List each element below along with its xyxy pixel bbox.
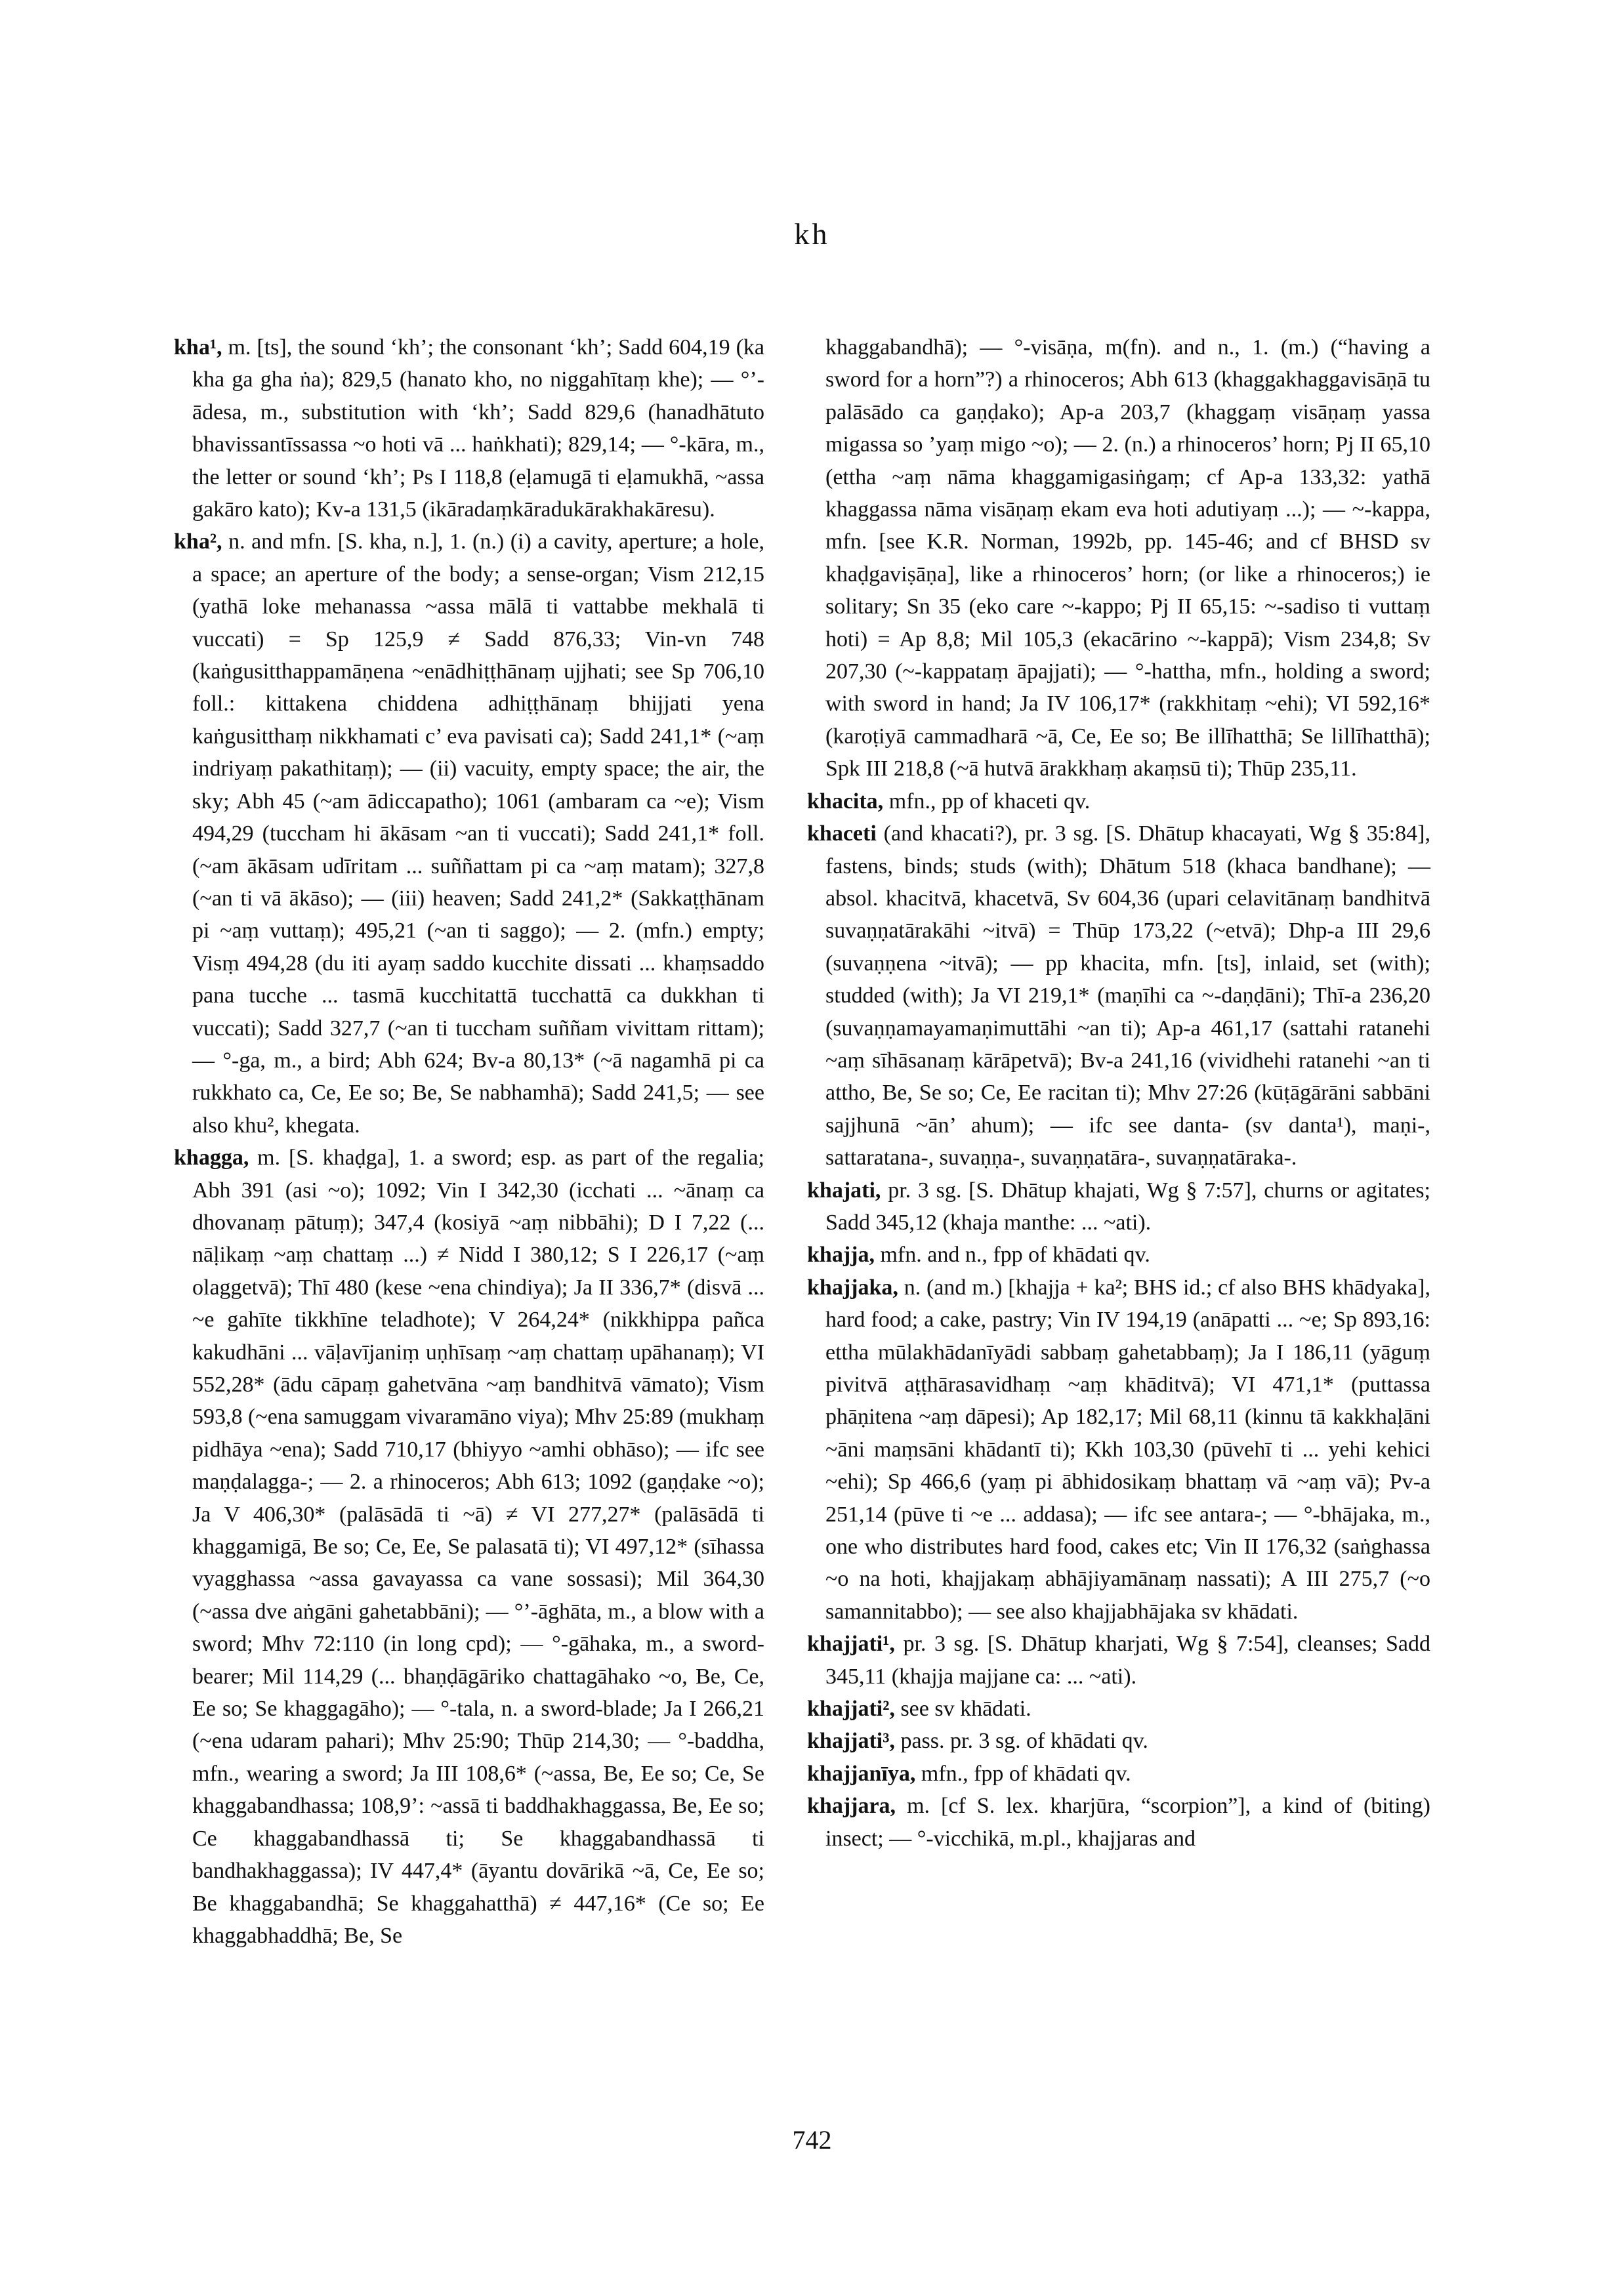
left-column — [174, 331, 764, 1952]
entry-text: mfn., pp of khaceti qv. — [888, 789, 1091, 814]
entry-headword: khajjanīya, — [807, 1761, 916, 1786]
entry-text: m. [ts], the sound ‘kh’; the consonant ‘kh’; Sadd 604,19 (ka kha ga gha ṅa); 829,5 (hanato kho, no niggahītaṃ khe); — °’-ādesa, m., substitution with ‘kh’; Sadd 829,6 (hanadhātuto bhavissantīssassa ~o hoti vā ... haṅkhati); 829,14; — °-kāra, m., the letter or sound ‘kh’; Ps I 118,8 (eḷamugā ti eḷamukhā, ~assa gakāro kato); Kv-a 131,5 (ikāradaṃkāradukārakhakāresu). — [192, 335, 764, 522]
entry-headword: khajja, — [807, 1243, 875, 1268]
page-number: 742 — [792, 2125, 832, 2155]
entry-headword: khajjati¹, — [807, 1632, 895, 1657]
entry-text: pr. 3 sg. [S. Dhātup khajati, Wg § 7:57], churns or agitates; Sadd 345,12 (khaja manthe: ... ~ati). — [825, 1178, 1431, 1235]
entry-text: pass. pr. 3 sg. of khādati qv. — [900, 1729, 1148, 1754]
entry-headword: khajati, — [807, 1178, 881, 1203]
dictionary-entry — [807, 785, 1430, 817]
entry-text: mfn., fpp of khādati qv. — [921, 1761, 1131, 1786]
dictionary-entry — [174, 331, 764, 526]
dictionary-entry — [807, 1628, 1430, 1693]
entry-headword: khagga, — [174, 1146, 249, 1170]
entry-headword: khajjara, — [807, 1794, 896, 1819]
entry-text: m. [S. khaḍga], 1. a sword; esp. as part of the regalia; Abh 391 (asi ~o); 1092; Vin I 342,30 (icchati ... ~ānaṃ ca dhovanaṃ pātuṃ); 347,4 (kosiyā ~aṃ nibbāhi); D I 7,22 (... nāḷikaṃ ~aṃ chattaṃ ...) ≠ Nidd I 380,12; S I 226,17 (~aṃ olaggetvā); Thī 480 (kese ~ena chindiya); Ja II 336,7* (disvā ... ~e gahīte tikkhīne teladhote); V 264,24* (nikkhippa pañca kakudhāni ... vāḷavījaniṃ uṇhīsaṃ ~aṃ chattaṃ upāhanaṃ); VI 552,28* (ādu cāpaṃ gahetvāna ~aṃ bandhitvā vāmato); Vism 593,8 (~ena samuggam vivaramāno viya); Mhv 25:89 (mukhaṃ pidhāya ~ena); Sadd 710,17 (bhiyyo ~amhi obhāso); — ifc see maṇḍalagga-; — 2. a rhinoceros; Abh 613; 1092 (gaṇḍake ~o); Ja V 406,30* (palāsādā ti ~ā) ≠ VI 277,27* (palāsādā ti khaggamigā, Be so; Ce, Ee, Se palasatā ti); VI 497,12* (sīhassa vyagghassa ~assa gavayassa ca vane sossasi); Mil 364,30 (~assa dve aṅgāni gahetabbāni); — °’-āghāta, m., a blow with a sword; Mhv 72:110 (in long cpd); — °-gāhaka, m., a sword-bearer; Mil 114,29 (... bhaṇḍāgāriko chattagāhako ~o, Be, Ce, Ee so; Se khaggagāho); — °-tala, n. a sword-blade; Ja I 266,21 (~ena udaram pahari); Mhv 25:90; Thūp 214,30; — °-baddha, mfn., wearing a sword; Ja III 108,6* (~assa, Be, Ee so; Ce, Se khaggabandhassa; 108,9’: ~assā ti baddhakhaggassa, Be, Ee so; Ce khaggabandhassā ti; Se khaggabandhassā ti bandhakhaggassa); IV 447,4* (āyantu dovārikā ~ā, Ce, Ee so; Be khaggabandhā; Se khaggahatthā) ≠ 447,16* (Ce so; Ee khaggabhaddhā; Be, Se — [192, 1146, 765, 1948]
page-header: kh — [794, 217, 830, 251]
entry-headword: khacita, — [807, 789, 884, 814]
entry-text: (and khacati?), pr. 3 sg. [S. Dhātup khacayati, Wg § 35:84], fastens, binds; studs (with); Dhātum 518 (khaca bandhane); — absol. khacitvā, khacetvā, Sv 604,36 (upari celavitānaṃ bandhitvā suvaṇṇatārakāhi ~itvā) = Thūp 173,22 (~etvā); Dhp-a III 29,6 (suvaṇṇena ~itvā); — pp khacita, mfn. [ts], inlaid, set (with); studded (with); Ja VI 219,1* (maṇīhi ca ~-daṇḍāni); Thī-a 236,20 (suvaṇṇamayamaṇimuttāhi ~an ti); Ap-a 461,17 (sattahi ratanehi ~aṃ sīhāsanaṃ kārāpetvā); Bv-a 241,16 (vividhehi ratanehi ~an ti attho, Be, Se so; Ce, Ee racitan ti); Mhv 27:26 (kūṭāgārāni sabbāni sajjhunā ~ān’ ahum); — ifc see danta- (sv danta¹), maṇi-, sattaratana-, suvaṇṇa-, suvaṇṇatāra-, suvaṇṇatāraka-. — [825, 821, 1430, 1170]
entry-text: m. [cf S. lex. kharjūra, “scorpion”], a kind of (biting) insect; — °-vicchikā, m.pl., khajjaras and — [825, 1794, 1431, 1851]
dictionary-entry — [807, 1693, 1430, 1725]
dictionary-entry — [174, 526, 764, 1142]
dictionary-entry — [807, 1790, 1430, 1855]
entry-text: n. and mfn. [S. kha, n.], 1. (n.) (i) a cavity, aperture; a hole, a space; an aperture of the body; a sense-organ; Vism 212,15 (yathā loke mehanassa ~assa mālā ti vattabbe mekhalā ti vuccati) = Sp 125,9 ≠ Sadd 876,33; Vin-vn 748 (kaṅgusitthappamāṇena ~enādhiṭṭhānaṃ ujjhati; see Sp 706,10 foll.: kittakena chiddena adhiṭṭhānaṃ bhijjati yena kaṅgusitthaṃ nikkhamati c’ eva pavisati ca); Sadd 241,1* (~aṃ indriyaṃ pakathitaṃ); — (ii) vacuity, empty space; the air, the sky; Abh 45 (~am ādiccapatho); 1061 (ambaram ca ~e); Vism 494,29 (tuccham hi ākāsam ~an ti vuccati); Sadd 241,1* foll. (~am ākāsam udīritam ... suññattam pi ca ~aṃ matam); 327,8 (~an ti vā ākāso); — (iii) heaven; Sadd 241,2* (Sakkaṭṭhānam pi ~aṃ vuttaṃ); 495,21 (~an ti saggo); — 2. (mfn.) empty; Visṃ 494,28 (du iti ayaṃ saddo kucchite dissati ... khaṃsaddo pana tucche ... tasmā kucchitattā tucchattā ca dukkhan ti vuccati); Sadd 327,7 (~an ti tuccham suññam vivittam rittam); — °-ga, m., a bird; Abh 624; Bv-a 80,13* (~ā nagamhā pi ca rukkhato ca, Ce, Ee so; Be, Se nabhamhā); Sadd 241,5; — see also khu², khegata. — [192, 529, 764, 1138]
entry-headword: khaceti — [807, 821, 877, 846]
dictionary-entry — [807, 817, 1430, 1174]
dictionary-entry — [807, 1174, 1430, 1239]
dictionary-entry — [174, 1142, 764, 1952]
entry-headword: kha¹, — [174, 335, 222, 360]
dictionary-entry — [807, 1758, 1430, 1790]
dictionary-entry-continued — [807, 331, 1430, 785]
entry-text: khaggabandhā); — °-visāṇa, m(fn). and n., 1. (m.) (“having a sword for a horn”?) a rhinoceros; Abh 613 (khaggakhaggavisāṇā tu palāsādo ca gaṇḍako); Ap-a 203,7 (khaggaṃ visāṇaṃ yassa migassa so ’yaṃ migo ~o); — 2. (n.) a rhinoceros’ horn; Pj II 65,10 (ettha ~aṃ nāma khaggamigasiṅgaṃ; cf Ap-a 133,32: yathā khaggassa nāma visāṇaṃ ekam eva hoti adutiyaṃ ...); — ~-kappa, mfn. [see K.R. Norman, 1992b, pp. 145-46; and cf BHSD sv khaḍgaviṣāṇa], like a rhinoceros’ horn; (or like a rhinoceros;) ie solitary; Sn 35 (eko care ~-kappo; Pj II 65,15: ~-sadiso ti vuttaṃ hoti) = Ap 8,8; Mil 105,3 (ekacārino ~-kappā); Vism 234,8; Sv 207,30 (~-kappataṃ āpajjati); — °-hattha, mfn., holding a sword; with sword in hand; Ja IV 106,17* (rakkhitaṃ ~ehi); VI 592,16* (karoṭiyā cammadharā ~ā, Ce, Ee so; Be illīhatthā; Se lillīhatthā); Spk III 218,8 (~ā hutvā ārakkhaṃ akaṃsū ti); Thūp 235,11. — [825, 335, 1430, 781]
entry-text: n. (and m.) [khajja + ka²; BHS id.; cf also BHS khādyaka], hard food; a cake, pastry; Vin IV 194,19 (anāpatti ... ~e; Sp 893,16: ettha mūlakhādanīyādi sabbaṃ gahetabbaṃ); Ja I 186,11 (yāguṃ pivitvā aṭṭhārasavidhaṃ ~aṃ khāditvā); VI 471,1* (puttassa phāṇitena ~aṃ dāpesi); Ap 182,17; Mil 68,11 (kinnu tā kakkhaḷāni ~āni maṃsāni khādantī ti); Kkh 103,30 (pūvehī ti ... yehi kehici ~ehi); Sp 466,6 (yaṃ pi ābhidosikaṃ bhattaṃ vā ~aṃ vā); Pv-a 251,14 (pūve ti ~e ... addasa); — ifc see antara-; — °-bhājaka, m., one who distributes hard food, cakes etc; Vin II 176,32 (saṅghassa ~o na hoti, khajjakaṃ abhājiyamānaṃ nassati); A III 275,7 (~o samannitabbo); — see also khajjabhājaka sv khādati. — [825, 1275, 1431, 1624]
dictionary-entry — [807, 1239, 1430, 1271]
right-column — [807, 331, 1430, 1855]
entry-text: pr. 3 sg. [S. Dhātup kharjati, Wg § 7:54], cleanses; Sadd 345,11 (khajja majjane ca: ... ~ati). — [825, 1632, 1431, 1689]
entry-headword: khajjati³, — [807, 1729, 895, 1754]
entry-headword: kha², — [174, 529, 222, 554]
entry-headword: khajjaka, — [807, 1275, 898, 1300]
dictionary-entry — [807, 1725, 1430, 1757]
entry-headword: khajjati², — [807, 1697, 895, 1722]
entry-text: mfn. and n., fpp of khādati qv. — [880, 1243, 1150, 1268]
dictionary-entry — [807, 1272, 1430, 1628]
entry-text: see sv khādati. — [900, 1697, 1031, 1722]
